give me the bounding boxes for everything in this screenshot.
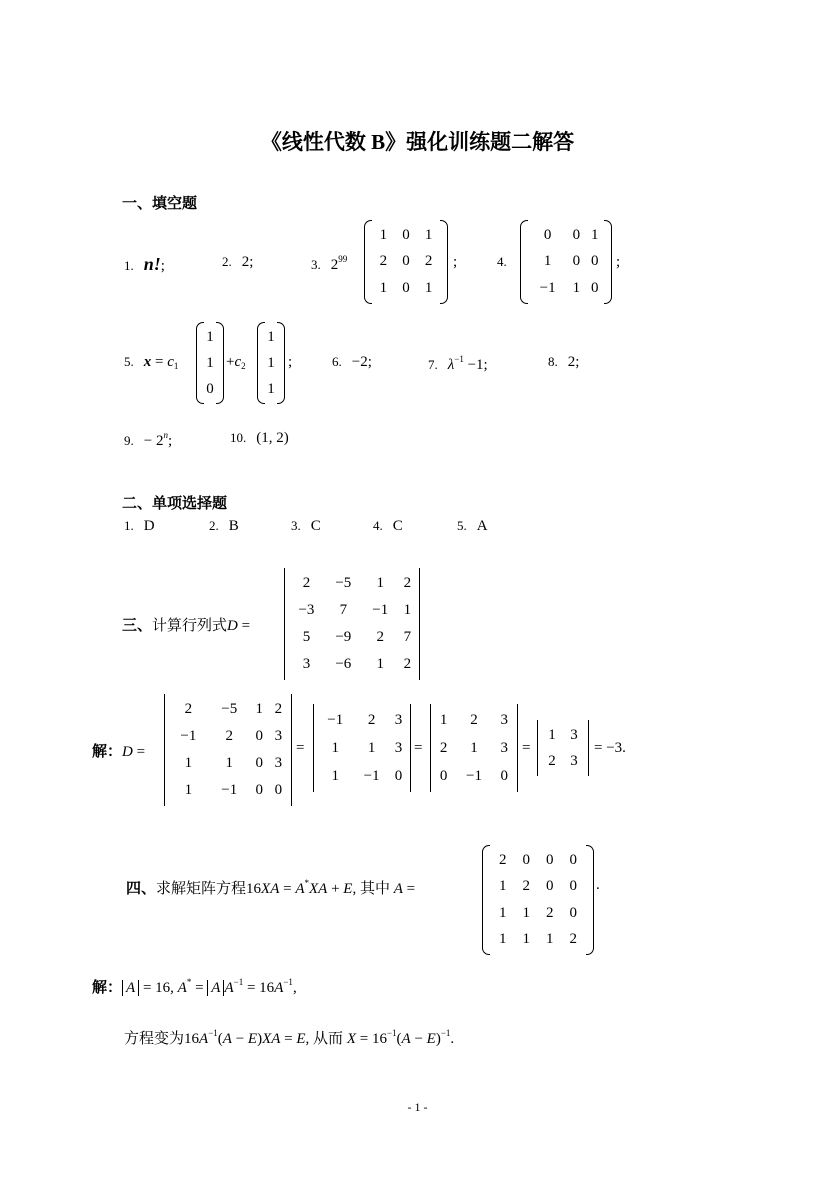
matrix-cell: 0 bbox=[402, 253, 410, 270]
matrix-row bbox=[168, 750, 288, 777]
q6-answer: −2 bbox=[351, 354, 368, 370]
matrix-cell: 7 bbox=[339, 602, 348, 618]
matrix-cell: 0 bbox=[402, 226, 410, 243]
page-number: - 1 - bbox=[407, 1100, 428, 1114]
matrix-row bbox=[528, 275, 604, 302]
matrix-row bbox=[263, 324, 279, 350]
matrix-row bbox=[541, 748, 585, 774]
matrix-cell: 2 bbox=[184, 701, 193, 717]
matrix-cell: 0 bbox=[572, 253, 581, 270]
q5-plus: + bbox=[226, 354, 235, 370]
section3-determinant bbox=[284, 568, 420, 680]
matrix-cell: 0 bbox=[591, 280, 599, 297]
q5-eq: = bbox=[155, 354, 164, 370]
matrix-cell: 0 bbox=[572, 226, 581, 243]
matrix-cell: 2 bbox=[499, 851, 507, 868]
q6 bbox=[332, 354, 372, 371]
matrix-row bbox=[288, 570, 416, 597]
section3-heading: 三、 bbox=[122, 618, 153, 634]
q1-answer: n! bbox=[143, 254, 161, 274]
matrix-cell: 0 bbox=[569, 851, 577, 868]
q10 bbox=[230, 430, 289, 447]
mc-5: 5. A bbox=[457, 518, 488, 534]
section3-text: 计算行列式 bbox=[152, 618, 228, 634]
matrix-cell: 2 bbox=[379, 253, 388, 270]
matrix-cell: 1 bbox=[379, 280, 388, 297]
section4-prompt: 四、求解矩阵方程16XA = A*XA + E, 其中 A = bbox=[126, 878, 416, 897]
q9-number: 9. bbox=[124, 433, 134, 448]
matrix-cell: 1 bbox=[591, 226, 599, 243]
matrix-cell: 5 bbox=[302, 629, 311, 645]
matrix-cell: 2 bbox=[274, 701, 283, 717]
matrix-cell: 1 bbox=[225, 755, 233, 771]
q7-rest: −1 bbox=[467, 357, 484, 373]
q1-sep: ; bbox=[160, 258, 165, 274]
matrix-cell: −1 bbox=[466, 767, 482, 784]
matrix-cell: −9 bbox=[335, 629, 352, 645]
matrix-cell: 3 bbox=[302, 656, 311, 672]
q8 bbox=[548, 354, 579, 371]
matrix-cell: 2 bbox=[424, 253, 433, 270]
q9-sep: ; bbox=[167, 433, 173, 449]
matrix-row bbox=[288, 597, 416, 624]
matrix-cell: 1 bbox=[499, 904, 507, 921]
matrix-cell: −3 bbox=[298, 602, 315, 618]
matrix-cell: −1 bbox=[327, 711, 344, 728]
q10-answer: (1, 2) bbox=[256, 430, 289, 446]
matrix-cell: 1 bbox=[522, 904, 530, 921]
matrix-cell: 2 bbox=[403, 656, 412, 672]
matrix-cell: 1 bbox=[543, 253, 552, 270]
matrix-cell: 3 bbox=[394, 739, 403, 756]
q5-mid bbox=[226, 354, 246, 371]
matrix-row bbox=[372, 275, 440, 302]
matrix-cell: 3 bbox=[570, 752, 578, 769]
q9 bbox=[124, 430, 172, 450]
matrix-cell: 1 bbox=[439, 711, 448, 728]
q5 bbox=[124, 354, 178, 371]
matrix-cell: 1 bbox=[206, 354, 214, 371]
q9-pre: − 2 bbox=[143, 433, 164, 449]
matrix-cell: 1 bbox=[267, 354, 275, 371]
q4 bbox=[497, 254, 517, 271]
q6-number: 6. bbox=[332, 354, 342, 369]
q5-c1: c bbox=[167, 354, 174, 370]
q3-sep: ; bbox=[453, 254, 458, 270]
matrix-row bbox=[528, 222, 604, 249]
matrix-cell: 1 bbox=[499, 878, 507, 895]
q2 bbox=[222, 254, 253, 271]
q7-lambda: λ bbox=[447, 357, 455, 373]
matrix-cell: 1 bbox=[206, 328, 214, 345]
matrix-row bbox=[168, 723, 288, 750]
section3-var: D bbox=[227, 618, 238, 634]
matrix-cell: 0 bbox=[522, 851, 530, 868]
q5-vector1 bbox=[196, 322, 224, 404]
mc-4: 4. C bbox=[373, 518, 403, 534]
matrix-cell: 1 bbox=[546, 931, 554, 948]
matrix-cell: 2 bbox=[548, 752, 556, 769]
q3-matrix bbox=[364, 220, 448, 304]
matrix-cell: 1 bbox=[424, 280, 433, 297]
matrix-cell: 1 bbox=[424, 226, 433, 243]
matrix-cell: 1 bbox=[184, 782, 193, 798]
matrix-cell: 2 bbox=[522, 878, 530, 895]
eq-sign-3: = bbox=[522, 740, 531, 756]
matrix-cell: 2 bbox=[302, 575, 311, 591]
page-title: 《线性代数 B》强化训练题二解答 bbox=[260, 130, 575, 154]
q4-number: 4. bbox=[497, 254, 507, 269]
matrix-cell: 2 bbox=[569, 931, 577, 948]
q5-c2-sub: 2 bbox=[241, 361, 246, 371]
matrix-cell: 0 bbox=[569, 878, 577, 895]
matrix-row bbox=[317, 762, 407, 790]
matrix-row bbox=[372, 249, 440, 276]
matrix-cell: 3 bbox=[394, 711, 403, 728]
matrix-row bbox=[434, 762, 514, 790]
matrix-row bbox=[263, 350, 279, 376]
q1-number: 1. bbox=[124, 258, 134, 273]
matrix-cell: 0 bbox=[255, 782, 263, 798]
matrix-cell: 0 bbox=[255, 728, 263, 744]
matrix-cell: 1 bbox=[548, 726, 556, 743]
matrix-cell: 1 bbox=[331, 767, 339, 784]
section4-avar: A bbox=[393, 881, 403, 897]
matrix-cell: 0 bbox=[402, 280, 410, 297]
matrix-cell: 0 bbox=[569, 904, 577, 921]
matrix-cell: 1 bbox=[267, 328, 275, 345]
matrix-row bbox=[317, 734, 407, 762]
matrix-cell: 7 bbox=[403, 629, 412, 645]
q6-sep: ; bbox=[367, 354, 372, 370]
matrix-cell: 1 bbox=[572, 280, 581, 297]
matrix-cell: −6 bbox=[335, 656, 352, 672]
q5-vector2 bbox=[257, 322, 285, 404]
matrix-row bbox=[263, 376, 279, 402]
q7-exp: −1 bbox=[454, 354, 464, 364]
section3-solution-start: 解：D = bbox=[92, 744, 146, 760]
q7 bbox=[428, 354, 488, 374]
matrix-cell: 0 bbox=[206, 380, 214, 397]
matrix-cell: 3 bbox=[500, 711, 509, 728]
section3-eq: = bbox=[241, 618, 251, 634]
section4-heading: 四、 bbox=[126, 881, 157, 897]
solution-det1 bbox=[164, 694, 292, 806]
q2-answer: 2 bbox=[241, 254, 250, 270]
matrix-cell: 1 bbox=[267, 380, 275, 397]
matrix-row bbox=[528, 249, 604, 276]
mc-answers bbox=[124, 518, 488, 535]
matrix-cell: −5 bbox=[335, 575, 352, 591]
matrix-cell: 1 bbox=[255, 701, 263, 717]
matrix-row bbox=[317, 706, 407, 734]
matrix-cell: −1 bbox=[221, 782, 238, 798]
matrix-cell: 2 bbox=[367, 711, 376, 728]
matrix-cell: 2 bbox=[470, 711, 478, 728]
matrix-cell: 0 bbox=[500, 767, 509, 784]
eq-sign-1: = bbox=[296, 740, 305, 756]
matrix-cell: −5 bbox=[221, 701, 238, 717]
mc-2: 2. B bbox=[209, 518, 239, 534]
matrix-cell: 3 bbox=[274, 728, 283, 744]
q8-sep: ; bbox=[575, 354, 580, 370]
matrix-cell: 1 bbox=[184, 755, 193, 771]
q7-sep: ; bbox=[483, 357, 488, 373]
matrix-row bbox=[202, 324, 218, 350]
matrix-row bbox=[491, 927, 585, 954]
matrix-cell: −1 bbox=[180, 728, 197, 744]
eq-sign-2: = bbox=[414, 740, 423, 756]
matrix-cell: 0 bbox=[543, 226, 552, 243]
q8-answer: 2 bbox=[567, 354, 576, 370]
q5-c2: c bbox=[234, 354, 242, 370]
matrix-cell: 2 bbox=[225, 728, 233, 744]
matrix-row bbox=[491, 900, 585, 927]
section4-solution-line1: 解： A = 16, A* = A $A^{-1} = 16A^{-1}$, bbox=[92, 977, 297, 996]
matrix-cell: −1 bbox=[539, 280, 556, 297]
matrix-cell: 3 bbox=[570, 726, 578, 743]
section4-period: . bbox=[596, 877, 600, 893]
q5-number: 5. bbox=[124, 354, 134, 369]
matrix-row bbox=[491, 874, 585, 901]
matrix-cell: 0 bbox=[546, 851, 554, 868]
matrix-cell: 2 bbox=[439, 739, 448, 756]
matrix-row bbox=[202, 376, 218, 402]
matrix-cell: 2 bbox=[376, 629, 384, 645]
q7-number: 7. bbox=[428, 357, 438, 372]
matrix-cell: 3 bbox=[500, 739, 509, 756]
matrix-row bbox=[434, 734, 514, 762]
q9-exp: n bbox=[163, 430, 168, 440]
matrix-row bbox=[372, 222, 440, 249]
section1-heading: 一、填空题 bbox=[122, 196, 198, 212]
section3-sol-var: D bbox=[122, 744, 133, 760]
matrix-cell: −1 bbox=[372, 602, 389, 618]
matrix-cell: 0 bbox=[394, 767, 403, 784]
matrix-cell: 0 bbox=[591, 253, 599, 270]
solution-det3 bbox=[430, 704, 518, 792]
matrix-row bbox=[434, 706, 514, 734]
section4-text: 求解矩阵方程 bbox=[156, 881, 247, 897]
matrix-cell: 1 bbox=[403, 602, 412, 618]
matrix-cell: 1 bbox=[499, 931, 507, 948]
q2-sep: ; bbox=[249, 254, 254, 270]
q5-c1-sub: 1 bbox=[173, 361, 179, 371]
matrix-row bbox=[168, 777, 288, 804]
solution-det2 bbox=[313, 704, 411, 792]
q4-matrix bbox=[520, 220, 612, 304]
q3 bbox=[311, 254, 347, 274]
matrix-row bbox=[202, 350, 218, 376]
q5-sep: ; bbox=[288, 354, 293, 370]
matrix-cell: 3 bbox=[274, 755, 283, 771]
matrix-row bbox=[288, 651, 416, 678]
matrix-row bbox=[288, 624, 416, 651]
q8-number: 8. bbox=[548, 354, 558, 369]
matrix-cell: 1 bbox=[367, 739, 376, 756]
section3-prompt bbox=[122, 614, 250, 635]
matrix-cell: 0 bbox=[255, 755, 263, 771]
section4-matrix bbox=[482, 845, 594, 955]
matrix-cell: −1 bbox=[363, 767, 380, 784]
matrix-cell: 2 bbox=[403, 575, 412, 591]
matrix-row bbox=[541, 722, 585, 748]
section3-solution-label: 解： bbox=[92, 744, 123, 760]
matrix-cell: 1 bbox=[376, 575, 384, 591]
matrix-cell: 0 bbox=[439, 767, 448, 784]
q10-number: 10. bbox=[230, 430, 247, 445]
matrix-cell: 2 bbox=[546, 904, 554, 921]
matrix-cell: 1 bbox=[379, 226, 388, 243]
matrix-cell: 0 bbox=[274, 782, 283, 798]
q4-sep: ; bbox=[616, 254, 621, 270]
matrix-cell: 1 bbox=[522, 931, 530, 948]
matrix-row bbox=[491, 847, 585, 874]
q3-exp: 99 bbox=[338, 254, 348, 264]
section4-solution-line2: 方程变为$16A^{-1}(A - E)XA = E$, 从而 $X = 16^{-1}(A - E)^{-1}$. bbox=[124, 1028, 455, 1047]
matrix-cell: 1 bbox=[376, 656, 384, 672]
q1 bbox=[124, 254, 165, 275]
solution-det4 bbox=[537, 720, 589, 776]
q2-number: 2. bbox=[222, 254, 232, 269]
matrix-cell: 0 bbox=[546, 878, 554, 895]
q3-number: 3. bbox=[311, 257, 321, 272]
matrix-cell: 1 bbox=[331, 739, 339, 756]
q3-coef: 2 bbox=[330, 257, 339, 273]
q5-lhs: x bbox=[143, 354, 152, 370]
section2-heading: 二、单项选择题 bbox=[122, 496, 228, 512]
mc-3: 3. C bbox=[291, 518, 321, 534]
matrix-row bbox=[168, 696, 288, 723]
section3-result: = −3. bbox=[594, 740, 626, 756]
section4-solution-label: 解： bbox=[92, 980, 123, 996]
mc-1: 1. D bbox=[124, 518, 155, 534]
matrix-cell: 1 bbox=[470, 739, 478, 756]
